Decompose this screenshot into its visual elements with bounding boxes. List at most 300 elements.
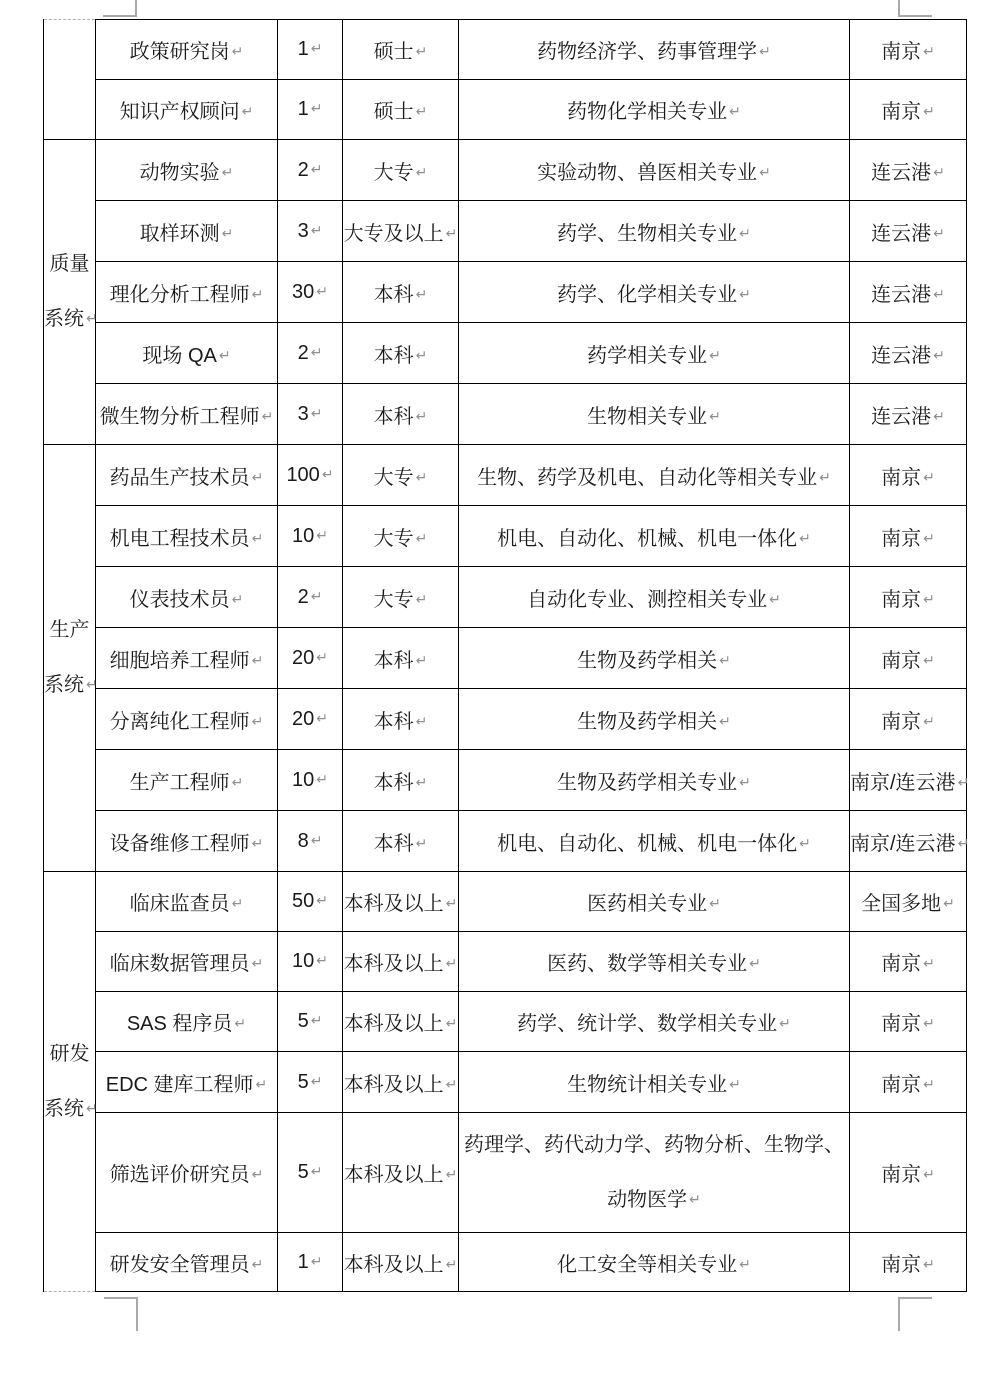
cell-count[interactable] bbox=[278, 80, 343, 140]
paragraph-mark-icon: ↵ bbox=[231, 895, 244, 911]
education-text: 本科 ↵ bbox=[373, 344, 428, 367]
paragraph-mark-icon: ↵ bbox=[86, 310, 98, 326]
table-row bbox=[44, 262, 967, 323]
paragraph-mark-icon: ↵ bbox=[231, 773, 244, 790]
position-text: 筛选评价研究员 ↵ bbox=[109, 1164, 264, 1186]
category-line: 生产 bbox=[49, 619, 90, 641]
cell-position[interactable] bbox=[96, 445, 278, 506]
cell-position[interactable] bbox=[96, 262, 278, 323]
cell-position[interactable] bbox=[96, 1233, 278, 1292]
cell-location[interactable] bbox=[850, 201, 967, 262]
cell-education[interactable] bbox=[343, 323, 459, 384]
location-text: 连云港 ↵ bbox=[871, 161, 945, 184]
cell-count[interactable] bbox=[278, 201, 343, 262]
position-text: 药品生产技术员 ↵ bbox=[109, 466, 264, 489]
cell-major[interactable] bbox=[459, 140, 850, 201]
paragraph-mark-icon: ↵ bbox=[957, 834, 970, 851]
position-text: 现场 QA ↵ bbox=[142, 344, 231, 367]
cell-count[interactable] bbox=[278, 384, 343, 445]
location-text: 南京 ↵ bbox=[881, 953, 935, 975]
education-text: 大专 ↵ bbox=[373, 527, 428, 550]
cell-location[interactable] bbox=[850, 1052, 967, 1113]
cell-education[interactable] bbox=[343, 384, 459, 445]
cell-category-rnd[interactable] bbox=[44, 872, 96, 1292]
major-text: 药理学、药代动力学、药物分析、生物学、 bbox=[464, 1133, 844, 1156]
category-line: 质量 bbox=[49, 253, 90, 275]
major-text: 化工安全等相关专业 ↵ bbox=[557, 1253, 751, 1276]
paragraph-mark-icon: ↵ bbox=[310, 221, 323, 238]
count-text: 50 ↵ bbox=[292, 890, 328, 912]
cell-location[interactable] bbox=[850, 384, 967, 445]
paragraph-mark-icon: ↵ bbox=[719, 651, 731, 668]
cell-position[interactable] bbox=[96, 323, 278, 384]
cell-count[interactable] bbox=[278, 932, 343, 992]
paragraph-mark-icon: ↵ bbox=[310, 160, 323, 177]
paragraph-mark-icon: ↵ bbox=[933, 224, 945, 241]
paragraph-mark-icon: ↵ bbox=[316, 526, 328, 543]
paragraph-mark-icon: ↵ bbox=[310, 100, 323, 116]
table-row bbox=[44, 506, 967, 567]
paragraph-mark-icon: ↵ bbox=[310, 1163, 323, 1179]
education-text: 本科及以上 ↵ bbox=[343, 953, 458, 975]
paragraph-mark-icon: ↵ bbox=[739, 1255, 751, 1272]
cell-position[interactable] bbox=[96, 811, 278, 872]
count-text: 5 ↵ bbox=[297, 1070, 323, 1093]
major-text: 药学、化学相关专业 ↵ bbox=[557, 283, 751, 306]
cell-location[interactable] bbox=[850, 567, 967, 628]
cell-position[interactable] bbox=[96, 506, 278, 567]
table-row bbox=[44, 811, 967, 872]
paragraph-mark-icon: ↵ bbox=[241, 103, 254, 119]
cell-count[interactable] bbox=[278, 262, 343, 323]
count-text: 30 ↵ bbox=[292, 280, 328, 303]
paragraph-mark-icon: ↵ bbox=[923, 955, 935, 971]
count-text: 3 ↵ bbox=[297, 219, 323, 242]
cell-count[interactable] bbox=[278, 1113, 343, 1233]
paragraph-mark-icon: ↵ bbox=[923, 1255, 935, 1272]
paragraph-mark-icon: ↵ bbox=[231, 590, 244, 607]
paragraph-mark-icon: ↵ bbox=[316, 282, 328, 299]
paragraph-mark-icon: ↵ bbox=[255, 1075, 268, 1092]
paragraph-mark-icon: ↵ bbox=[251, 285, 264, 302]
cell-major[interactable] bbox=[459, 567, 850, 628]
major-text: 药学相关专业 ↵ bbox=[587, 344, 721, 367]
paragraph-mark-icon: ↵ bbox=[759, 43, 771, 59]
cell-major[interactable] bbox=[459, 750, 850, 811]
paragraph-mark-icon: ↵ bbox=[719, 712, 731, 729]
count-text: 8 ↵ bbox=[297, 829, 323, 852]
crop-mark-top-left-horizontal bbox=[103, 15, 137, 17]
crop-mark-top-right-horizontal bbox=[898, 15, 932, 17]
position-text: 知识产权顾问 ↵ bbox=[119, 101, 254, 123]
paragraph-mark-icon: ↵ bbox=[415, 529, 428, 546]
position-text: 机电工程技术员 ↵ bbox=[109, 527, 264, 550]
crop-mark-bottom-right-horizontal bbox=[898, 1297, 932, 1299]
paragraph-mark-icon: ↵ bbox=[729, 103, 741, 119]
paragraph-mark-icon: ↵ bbox=[709, 407, 721, 424]
cell-education[interactable] bbox=[343, 689, 459, 750]
table-row bbox=[44, 567, 967, 628]
location-text: 南京 ↵ bbox=[881, 101, 935, 123]
cell-position[interactable] bbox=[96, 992, 278, 1052]
table-row bbox=[44, 445, 967, 506]
cell-position[interactable] bbox=[96, 20, 278, 80]
cell-education[interactable] bbox=[343, 445, 459, 506]
major-text: 药物经济学、药事管理学 ↵ bbox=[537, 41, 771, 63]
paragraph-mark-icon: ↵ bbox=[779, 1015, 791, 1031]
cell-major[interactable] bbox=[459, 506, 850, 567]
cell-major[interactable] bbox=[459, 992, 850, 1052]
table-row bbox=[44, 201, 967, 262]
education-text: 本科及以上 ↵ bbox=[343, 1253, 458, 1276]
cell-major[interactable] bbox=[459, 628, 850, 689]
count-text: 1 ↵ bbox=[297, 38, 323, 60]
cell-major[interactable] bbox=[459, 201, 850, 262]
table-row bbox=[44, 20, 967, 80]
major-text: 机电、自动化、机械、机电一体化 ↵ bbox=[497, 832, 811, 855]
cell-count[interactable] bbox=[278, 567, 343, 628]
cell-major[interactable] bbox=[459, 1052, 850, 1113]
major-text: 动物医学 ↵ bbox=[607, 1188, 701, 1211]
cell-count[interactable] bbox=[278, 872, 343, 932]
crop-mark-bottom-left-vertical bbox=[136, 1297, 138, 1331]
location-text: 南京 ↵ bbox=[881, 710, 935, 733]
paragraph-mark-icon: ↵ bbox=[310, 1072, 323, 1089]
paragraph-mark-icon: ↵ bbox=[316, 770, 328, 787]
paragraph-mark-icon: ↵ bbox=[445, 1166, 458, 1182]
cell-major[interactable] bbox=[459, 1113, 850, 1233]
table-row bbox=[44, 872, 967, 932]
cell-location[interactable] bbox=[850, 811, 970, 872]
paragraph-mark-icon: ↵ bbox=[316, 709, 328, 726]
position-text: SAS 程序员 ↵ bbox=[126, 1013, 247, 1035]
paragraph-mark-icon: ↵ bbox=[739, 285, 751, 302]
position-text: EDC 建库工程师 ↵ bbox=[105, 1073, 268, 1096]
cell-count[interactable] bbox=[278, 689, 343, 750]
cell-count[interactable] bbox=[278, 20, 343, 80]
cell-position[interactable] bbox=[96, 689, 278, 750]
position-text: 生产工程师 ↵ bbox=[129, 771, 244, 794]
location-text: 南京/连云港 ↵ bbox=[850, 771, 970, 794]
table-row bbox=[44, 1233, 967, 1292]
position-text: 取样环测 ↵ bbox=[139, 222, 234, 245]
cell-count[interactable] bbox=[278, 445, 343, 506]
paragraph-mark-icon: ↵ bbox=[923, 1075, 935, 1092]
major-text: 生物及药学相关 ↵ bbox=[577, 649, 731, 672]
cell-position[interactable] bbox=[96, 628, 278, 689]
paragraph-mark-icon: ↵ bbox=[709, 895, 721, 911]
position-text: 临床数据管理员 ↵ bbox=[109, 953, 264, 975]
paragraph-mark-icon: ↵ bbox=[310, 831, 323, 848]
cell-major[interactable] bbox=[459, 811, 850, 872]
education-text: 本科及以上 ↵ bbox=[343, 1073, 458, 1096]
paragraph-mark-icon: ↵ bbox=[218, 346, 231, 363]
cell-location[interactable] bbox=[850, 506, 967, 567]
cell-education[interactable] bbox=[343, 1113, 459, 1233]
position-text: 研发安全管理员 ↵ bbox=[109, 1253, 264, 1276]
cell-education[interactable] bbox=[343, 992, 459, 1052]
cell-position[interactable] bbox=[96, 750, 278, 811]
education-text: 本科及以上 ↵ bbox=[343, 1164, 458, 1186]
cell-position[interactable] bbox=[96, 872, 278, 932]
cell-major[interactable] bbox=[459, 384, 850, 445]
paragraph-mark-icon: ↵ bbox=[251, 712, 264, 729]
cell-education[interactable] bbox=[343, 567, 459, 628]
major-text: 实验动物、兽医相关专业 ↵ bbox=[537, 161, 771, 184]
education-text: 硕士 ↵ bbox=[373, 41, 428, 63]
paragraph-mark-icon: ↵ bbox=[251, 529, 264, 546]
paragraph-mark-icon: ↵ bbox=[923, 712, 935, 729]
table-row bbox=[44, 932, 967, 992]
position-text: 动物实验 ↵ bbox=[139, 161, 234, 184]
location-text: 全国多地 ↵ bbox=[861, 893, 955, 915]
paragraph-mark-icon: ↵ bbox=[234, 1015, 247, 1031]
table-row bbox=[44, 1052, 967, 1113]
cell-position[interactable] bbox=[96, 1052, 278, 1113]
count-text: 2 ↵ bbox=[297, 585, 323, 608]
major-text: 生物及药学相关 ↵ bbox=[577, 710, 731, 733]
paragraph-mark-icon: ↵ bbox=[923, 468, 935, 485]
paragraph-mark-icon: ↵ bbox=[769, 590, 781, 607]
cell-location[interactable] bbox=[850, 323, 967, 384]
cell-location[interactable] bbox=[850, 689, 967, 750]
major-text: 药学、生物相关专业 ↵ bbox=[557, 222, 751, 245]
count-text: 2 ↵ bbox=[297, 158, 323, 181]
cell-major[interactable] bbox=[459, 1233, 850, 1292]
paragraph-mark-icon: ↵ bbox=[221, 163, 234, 180]
paragraph-mark-icon: ↵ bbox=[316, 952, 328, 968]
cell-major[interactable] bbox=[459, 323, 850, 384]
paragraph-mark-icon: ↵ bbox=[415, 590, 428, 607]
major-text: 医药、数学等相关专业 ↵ bbox=[547, 953, 761, 975]
position-text: 理化分析工程师 ↵ bbox=[109, 283, 264, 306]
table-row bbox=[44, 750, 967, 811]
cell-count[interactable] bbox=[278, 1233, 343, 1292]
cell-count[interactable] bbox=[278, 506, 343, 567]
position-text: 细胞培养工程师 ↵ bbox=[109, 649, 264, 672]
cell-education[interactable] bbox=[343, 750, 459, 811]
cell-position[interactable] bbox=[96, 80, 278, 140]
cell-location[interactable] bbox=[850, 628, 967, 689]
location-text: 南京/连云港 ↵ bbox=[850, 832, 970, 855]
paragraph-mark-icon: ↵ bbox=[310, 343, 323, 360]
cell-major[interactable] bbox=[459, 872, 850, 932]
position-text: 仪表技术员 ↵ bbox=[129, 588, 244, 611]
cell-position[interactable] bbox=[96, 567, 278, 628]
table-row bbox=[44, 992, 967, 1052]
paragraph-mark-icon: ↵ bbox=[86, 1099, 98, 1116]
paragraph-mark-icon: ↵ bbox=[415, 43, 428, 59]
paragraph-mark-icon: ↵ bbox=[310, 587, 323, 604]
cell-major[interactable] bbox=[459, 689, 850, 750]
count-text: 1 ↵ bbox=[297, 1250, 323, 1273]
cell-count[interactable] bbox=[278, 140, 343, 201]
cell-location[interactable] bbox=[850, 445, 967, 506]
cell-count[interactable] bbox=[278, 992, 343, 1052]
cell-education[interactable] bbox=[343, 20, 459, 80]
position-text: 分离纯化工程师 ↵ bbox=[109, 710, 264, 733]
cell-education[interactable] bbox=[343, 262, 459, 323]
cell-category-production[interactable] bbox=[44, 445, 96, 872]
paragraph-mark-icon: ↵ bbox=[251, 651, 264, 668]
cell-location[interactable] bbox=[850, 1233, 967, 1292]
location-text: 南京 ↵ bbox=[881, 41, 935, 63]
cell-location[interactable] bbox=[850, 20, 967, 80]
crop-mark-top-right-vertical bbox=[898, 0, 900, 16]
recruitment-table bbox=[43, 19, 970, 1292]
table-row bbox=[44, 80, 967, 140]
count-text: 5 ↵ bbox=[297, 1161, 323, 1183]
location-text: 连云港 ↵ bbox=[871, 283, 945, 306]
paragraph-mark-icon: ↵ bbox=[415, 651, 428, 668]
paragraph-mark-icon: ↵ bbox=[415, 346, 428, 363]
cell-education[interactable] bbox=[343, 140, 459, 201]
major-text: 生物、药学及机电、自动化等相关专业 ↵ bbox=[477, 466, 831, 489]
count-text: 1 ↵ bbox=[297, 98, 323, 120]
major-text: 生物及药学相关专业 ↵ bbox=[557, 771, 751, 794]
paragraph-mark-icon: ↵ bbox=[251, 955, 264, 971]
education-text: 大专 ↵ bbox=[373, 588, 428, 611]
count-text: 20 ↵ bbox=[292, 707, 328, 730]
paragraph-mark-icon: ↵ bbox=[310, 1012, 323, 1028]
education-text: 大专 ↵ bbox=[373, 161, 428, 184]
education-text: 本科及以上 ↵ bbox=[343, 1013, 458, 1035]
cell-position[interactable] bbox=[96, 201, 278, 262]
cell-position[interactable] bbox=[96, 140, 278, 201]
cell-education[interactable] bbox=[343, 80, 459, 140]
position-text: 政策研究岗 ↵ bbox=[129, 41, 244, 63]
location-text: 南京 ↵ bbox=[881, 1073, 935, 1096]
paragraph-mark-icon: ↵ bbox=[923, 1015, 935, 1031]
location-text: 南京 ↵ bbox=[881, 1013, 935, 1035]
education-text: 本科 ↵ bbox=[373, 832, 428, 855]
paragraph-mark-icon: ↵ bbox=[415, 407, 428, 424]
cell-location[interactable] bbox=[850, 872, 967, 932]
paragraph-mark-icon: ↵ bbox=[316, 648, 328, 665]
crop-mark-bottom-right-vertical bbox=[898, 1297, 900, 1331]
cell-position[interactable] bbox=[96, 384, 278, 445]
cell-education[interactable] bbox=[343, 932, 459, 992]
cell-major[interactable] bbox=[459, 80, 850, 140]
cell-education[interactable] bbox=[343, 201, 459, 262]
paragraph-mark-icon: ↵ bbox=[415, 163, 428, 180]
paragraph-mark-icon: ↵ bbox=[445, 1015, 458, 1031]
paragraph-mark-icon: ↵ bbox=[221, 224, 234, 241]
paragraph-mark-icon: ↵ bbox=[749, 955, 761, 971]
paragraph-mark-icon: ↵ bbox=[923, 590, 935, 607]
paragraph-mark-icon: ↵ bbox=[231, 43, 244, 59]
location-text: 南京 ↵ bbox=[881, 466, 935, 489]
count-text: 3 ↵ bbox=[297, 402, 323, 425]
cell-location[interactable] bbox=[850, 262, 967, 323]
cell-education[interactable] bbox=[343, 872, 459, 932]
cell-major[interactable] bbox=[459, 445, 850, 506]
paragraph-mark-icon: ↵ bbox=[957, 773, 970, 790]
paragraph-mark-icon: ↵ bbox=[689, 1190, 701, 1207]
education-text: 硕士 ↵ bbox=[373, 101, 428, 123]
count-text: 10 ↵ bbox=[292, 950, 328, 972]
paragraph-mark-icon: ↵ bbox=[739, 224, 751, 241]
education-text: 大专及以上 ↵ bbox=[343, 222, 458, 245]
paragraph-mark-icon: ↵ bbox=[759, 163, 771, 180]
paragraph-mark-icon: ↵ bbox=[923, 529, 935, 546]
cell-education[interactable] bbox=[343, 811, 459, 872]
cell-location[interactable] bbox=[850, 932, 967, 992]
table-row bbox=[44, 384, 967, 445]
cell-position[interactable] bbox=[96, 932, 278, 992]
paragraph-mark-icon: ↵ bbox=[933, 346, 945, 363]
education-text: 本科及以上 ↵ bbox=[343, 893, 458, 915]
paragraph-mark-icon: ↵ bbox=[251, 1166, 264, 1182]
cell-location[interactable] bbox=[850, 1113, 967, 1233]
paragraph-mark-icon: ↵ bbox=[923, 651, 935, 668]
cell-category-quality[interactable] bbox=[44, 140, 96, 445]
count-text: 5 ↵ bbox=[297, 1010, 323, 1032]
cell-count[interactable] bbox=[278, 628, 343, 689]
cell-major[interactable] bbox=[459, 20, 850, 80]
cell-education[interactable] bbox=[343, 1233, 459, 1292]
paragraph-mark-icon: ↵ bbox=[86, 676, 98, 692]
position-text: 微生物分析工程师 ↵ bbox=[99, 405, 274, 428]
category-line: 系统 ↵ bbox=[44, 308, 98, 330]
cell-major[interactable] bbox=[459, 262, 850, 323]
major-text: 生物统计相关专业 ↵ bbox=[567, 1073, 741, 1096]
cell-education[interactable] bbox=[343, 628, 459, 689]
category-line: 研发 bbox=[49, 1042, 90, 1065]
education-text: 本科 ↵ bbox=[373, 710, 428, 733]
education-text: 本科 ↵ bbox=[373, 771, 428, 794]
paragraph-mark-icon: ↵ bbox=[943, 895, 955, 911]
cell-location[interactable] bbox=[850, 750, 970, 811]
paragraph-mark-icon: ↵ bbox=[310, 40, 323, 56]
paragraph-mark-icon: ↵ bbox=[445, 1255, 458, 1272]
paragraph-mark-icon: ↵ bbox=[729, 1075, 741, 1092]
cell-major[interactable] bbox=[459, 932, 850, 992]
paragraph-mark-icon: ↵ bbox=[819, 468, 831, 485]
cell-category-empty[interactable] bbox=[44, 20, 96, 140]
education-text: 本科 ↵ bbox=[373, 649, 428, 672]
paragraph-mark-icon: ↵ bbox=[799, 834, 811, 851]
education-text: 本科 ↵ bbox=[373, 405, 428, 428]
cell-education[interactable] bbox=[343, 1052, 459, 1113]
cell-location[interactable] bbox=[850, 140, 967, 201]
paragraph-mark-icon: ↵ bbox=[415, 712, 428, 729]
paragraph-mark-icon: ↵ bbox=[923, 43, 935, 59]
paragraph-mark-icon: ↵ bbox=[251, 834, 264, 851]
cell-position[interactable] bbox=[96, 1113, 278, 1233]
paragraph-mark-icon: ↵ bbox=[709, 346, 721, 363]
major-text: 生物相关专业 ↵ bbox=[587, 405, 721, 428]
location-text: 南京 ↵ bbox=[881, 1164, 935, 1186]
cell-count[interactable] bbox=[278, 1052, 343, 1113]
cell-count[interactable] bbox=[278, 750, 343, 811]
paragraph-mark-icon: ↵ bbox=[316, 892, 328, 908]
education-text: 大专 ↵ bbox=[373, 466, 428, 489]
cell-count[interactable] bbox=[278, 811, 343, 872]
paragraph-mark-icon: ↵ bbox=[445, 955, 458, 971]
table-row bbox=[44, 140, 967, 201]
education-text: 本科 ↵ bbox=[373, 283, 428, 306]
table-row bbox=[44, 1113, 967, 1233]
major-text: 药物化学相关专业 ↵ bbox=[567, 101, 741, 123]
cell-location[interactable] bbox=[850, 80, 967, 140]
paragraph-mark-icon: ↵ bbox=[251, 468, 264, 485]
cell-count[interactable] bbox=[278, 323, 343, 384]
location-text: 连云港 ↵ bbox=[871, 344, 945, 367]
cell-education[interactable] bbox=[343, 506, 459, 567]
position-text: 设备维修工程师 ↵ bbox=[109, 832, 264, 855]
cell-location[interactable] bbox=[850, 992, 967, 1052]
